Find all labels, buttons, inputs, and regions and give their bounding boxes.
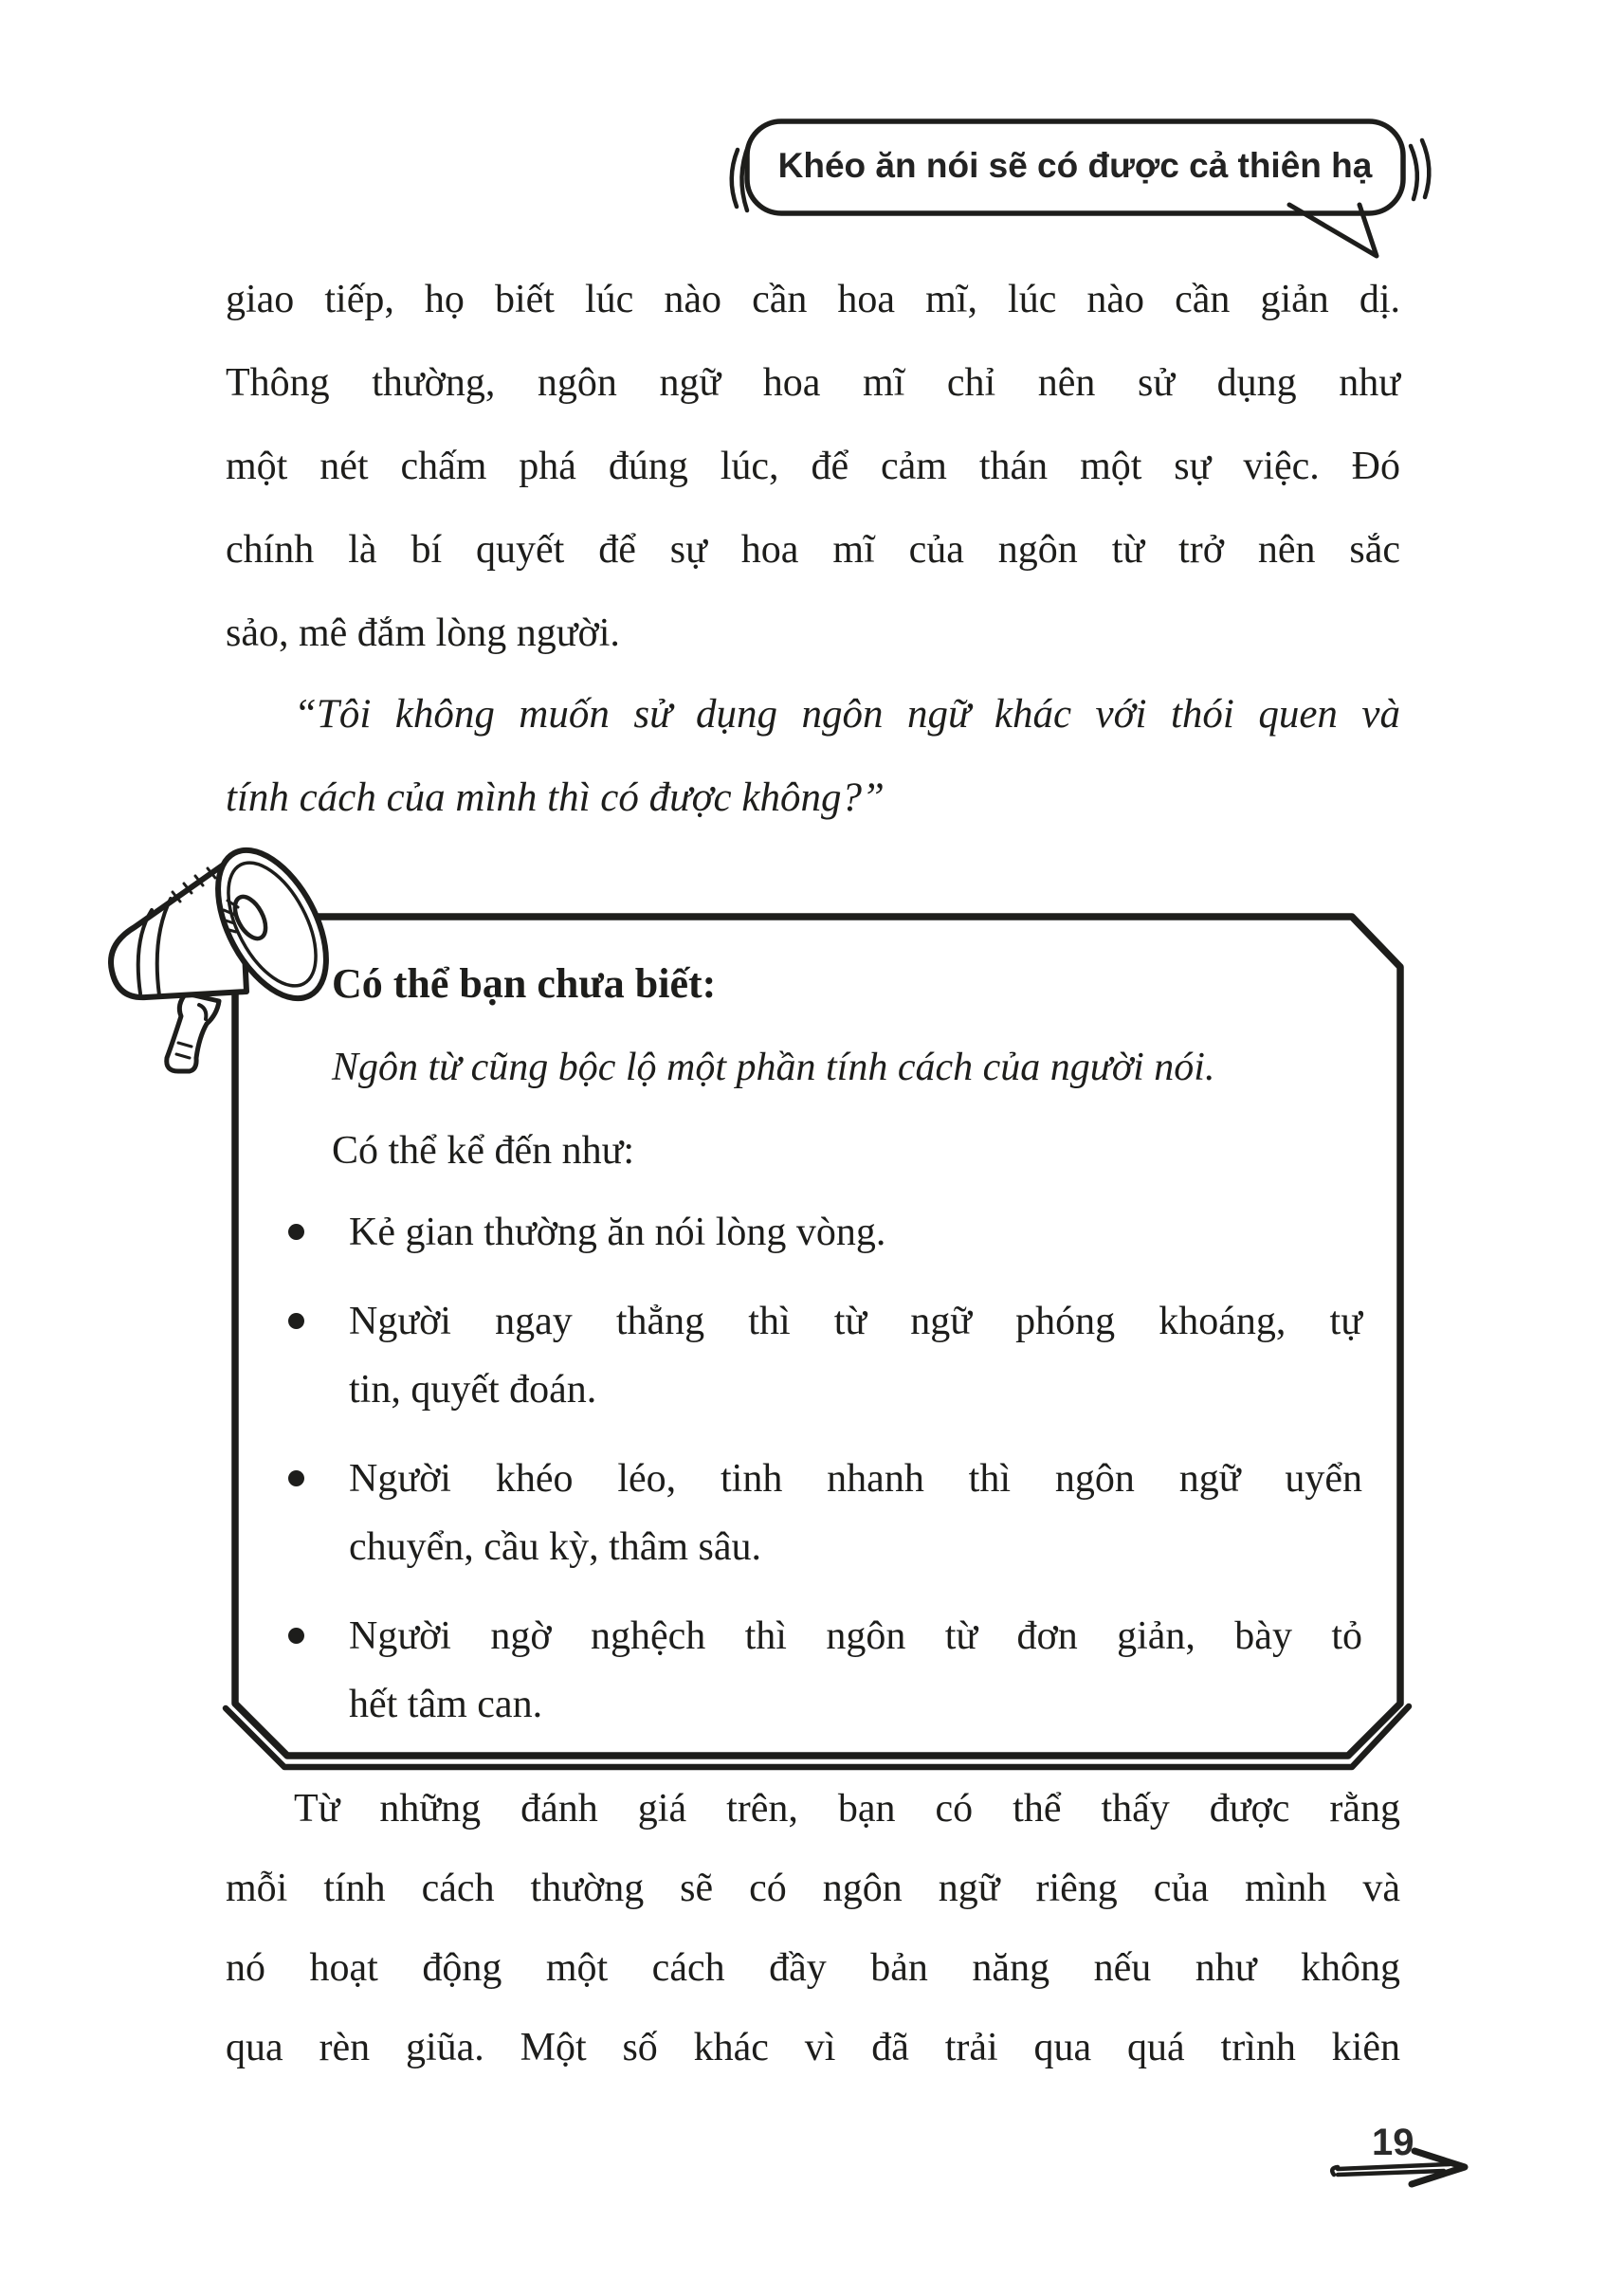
callout-heading: Có thể bạn chưa biết: [332,960,717,1007]
bullet-line: tin, quyết đoán. [349,1368,597,1412]
bullet-line: chuyển, cầu kỳ, thâm sâu. [349,1525,762,1569]
callout-box [286,950,1362,1739]
bullet-line: Kẻ gian thường ăn nói lòng vòng. [349,1211,886,1254]
text-line: một nét chấm phá đúng lúc, để cảm thán một sự việc. Đó [226,445,1400,488]
quote-line: “Tôi không muốn sử dụng ngôn ngữ khác với thói quen và [294,692,1400,737]
paragraph-1 [226,258,1400,675]
bullet-dot [288,1470,304,1486]
text-line: qua rèn giũa. Một số khác vì đã trải qua quá trình kiên [226,2026,1400,2069]
bullet-line: Người khéo léo, tinh nhanh thì ngôn ngữ uyển [349,1457,1362,1501]
text-line: Thông thường, ngôn ngữ hoa mĩ chỉ nên sử dụng như [226,361,1400,405]
quote-line: tính cách của mình thì có được không?” [226,775,885,820]
text-line: sảo, mê đắm lòng người. [226,611,620,655]
callout-bullet-list [286,1198,1362,1739]
text-line: mỗi tính cách thường sẽ có ngôn ngữ riêng của mình và [226,1867,1400,1910]
bullet-dot [288,1313,304,1329]
list-item [286,1602,1362,1739]
callout-intro: Có thể kể đến như: [332,1129,635,1173]
bullet-dot [288,1224,304,1240]
chapter-header-title: Khéo ăn nói sẽ có được cả thiên hạ [777,146,1373,185]
bullet-line: Người ngờ nghệch thì ngôn từ đơn giản, bày tỏ [349,1614,1362,1658]
page-arrow-icon [1323,2141,1484,2197]
text-line: Từ những đánh giá trên, bạn có thể thấy được rằng [294,1787,1400,1831]
paragraph-2 [226,1769,1400,2087]
list-item [286,1445,1362,1581]
text-line: nó hoạt động một cách đầy bản năng nếu như không [226,1946,1400,1990]
bullet-line: hết tâm can. [349,1683,543,1726]
list-item [286,1287,1362,1424]
text-line: giao tiếp, họ biết lúc nào cần hoa mĩ, lúc nào cần giản dị. [226,278,1400,321]
bullet-dot [288,1628,304,1644]
list-item [286,1198,1362,1266]
text-line: chính là bí quyết để sự hoa mĩ của ngôn từ trở nên sắc [226,528,1400,572]
quote-paragraph [226,673,1400,840]
page-number: 19 [1372,2122,1414,2163]
callout-subheading: Ngôn từ cũng bộc lộ một phần tính cách của người nói. [332,1046,1215,1089]
bullet-line: Người ngay thẳng thì từ ngữ phóng khoáng, tự [349,1300,1362,1343]
